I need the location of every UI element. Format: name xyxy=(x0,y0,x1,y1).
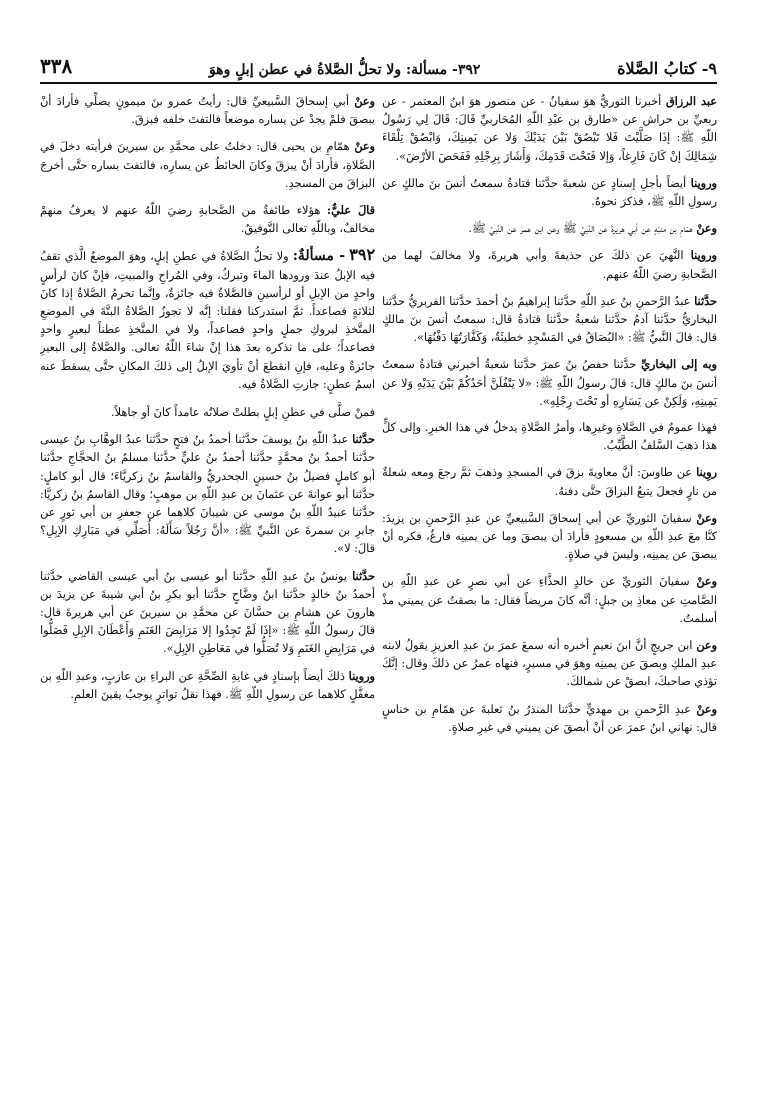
paragraph-text: عبدِ الرَّحمنِ بن مهديٍّ حدَّثنا المنذرُ بنُ ثعلبةَ عن همّامِ بن خناسٍ قال: نهاني ابنُ عمرَ عن أنْ أبصقَ عن يميني في غيرِ صلاةٍ. xyxy=(382,702,717,734)
running-header xyxy=(40,52,717,84)
paragraph xyxy=(40,567,375,659)
header-book-title: ٩- كتابُ الصَّلاة xyxy=(617,59,717,78)
paragraph-text: سفيانَ الثوريِّ عن خالدٍ الحذَّاءِ عن أبي نصرٍ عن عبدِ اللّهِ بن الصَّامتِ عن معاذِ بن جبلٍ: أنَّه كانَ مريضاً فقال: ما بصقتُ عن يميني مذْ أسلمتُ. xyxy=(382,575,717,625)
issue-title: مسألةٌ: xyxy=(292,248,334,265)
paragraph-text: همّامِ بن منبّهٍ عن أبي هريرةَ عن النَّبيِّ ﷺ وعن ابن عمرَ عن النَّبيِّ ﷺ. xyxy=(468,222,693,236)
paragraph-lead: حدَّثنا xyxy=(352,432,375,447)
paragraph-lead: وعنْ xyxy=(696,221,717,236)
paragraph-text: عبدُ اللّهِ بنُ يوسفَ حدَّثنا أحمدُ بنُ فتحٍ حدَّثنا عبدُ الوهَّابِ بنُ عيسى حدَّثنا أحمدُ بنُ محمَّدٍ حدَّثنا أحمدُ بنُ عليٍّ حدَّثنا مسلمُ بنُ الحجَّاجِ حدَّثنا أبو كاملٍ فضيلُ بنُ حسينٍ الجحدريُّ والقاسمُ بنُ زكريَّاءَ؛ قال أبو كاملٍ: حدَّثنا أبو عوانةَ عن عثمانَ بن عبدِ اللّهِ بن موهبٍ؛ وقال القاسمُ بنُ زكريَّا: حدَّثنا عبيدُ اللّهِ بنُ موسى عن شيبانَ كلاهما عن جعفرِ بن أبي ثورٍ عن جابرِ بن سمرةَ عن النَّبيِّ ﷺ: «أنَّ رَجُلاً سَأَلَهُ: أُصَلِّي في مَبَارِكِ الإبِلِ؟ قالَ: لا». xyxy=(40,433,375,556)
paragraph-lead: عبد الرزاق xyxy=(665,94,717,108)
paragraph xyxy=(382,636,717,692)
paragraph-lead: وعنْ xyxy=(354,94,375,108)
paragraph-text: فهذا عمومٌ في الصَّلاةِ وغيرِها، وأمرُ الصَّلاةِ يدخلُ في هذا الخبرِ. وإلى كلٍّ هذا ذهبَ السَّلفُ الطَّيِّبُ. xyxy=(382,421,717,453)
paragraph xyxy=(382,246,717,283)
paragraph xyxy=(40,667,375,704)
issue-number: ٣٩٢ xyxy=(349,245,375,265)
paragraph-lead: وعنْ xyxy=(696,574,717,589)
paragraph-text: أيضاً بأجلِ إسنادٍ عن شعبةَ حدَّثنا قتادةُ سمعتُ أنسَ بنَ مالكٍ عن رسولِ اللّهِ ﷺ، فذكرَ نحوهُ. xyxy=(382,176,717,209)
right-column xyxy=(382,92,717,1092)
paragraph xyxy=(40,404,375,422)
paragraph xyxy=(382,572,717,628)
left-column xyxy=(40,92,375,1092)
paragraph-lead: وعنْ xyxy=(696,701,717,716)
paragraph-text: هؤلاء طائفةٌ من الصَّحابةِ رضيَ اللّهُ عنهم لا يعرفُ منهمْ مخالفٌ، وباللّهِ تعالى التَّوفيقُ. xyxy=(40,204,375,236)
paragraph-lead: حدَّثنا xyxy=(352,568,375,583)
paragraph xyxy=(382,174,717,211)
paragraph xyxy=(40,92,375,129)
paragraph-text: عن طاوسَ: أنَّ معاويةَ بزقَ في المسجدِ وذهبَ ثمَّ رجعَ ومعه شعلةٌ من نارٍ فجعلَ يتبعُ البزاقَ حتَّى دفنهُ. xyxy=(382,466,717,498)
paragraph-text: أخبرنا الثوريُّ هوَ سفيانُ - عن منصور هوَ ابنُ المعتمر - عن ربعيِّ بن حراش عن «طارق بن عبْدِ اللّهِ المُحَاربيِّ قَالَ: قَالَ لِي رَسُولُ اللّهِ ﷺ: إذَا صَلَّيْتَ فَلا تَبْصُقْ بَيْنَ يَدَيْكَ وَلا عن يَمِينِكَ، وَابْصُقْ تِلْقَاءَ شِمَالِكَ إنْ كَانَ فَارِغاً، وَإلا فَتَحْتَ قَدَمِكَ، وَأَشَارَ بِرِجْلِهِ فَفَحَصَ الأرْضَ». xyxy=(382,95,717,163)
paragraph-text: سفيانَ الثوريِّ عن أبي إسحاقَ السَّبيعيِّ عن عبدِ الرَّحمنِ بن يزيدَ: كنَّا معَ عبدِ اللّهِ بن مسعودٍ فأرادَ أن يبصقَ وما عن يمينِه فارغٌ، فكره أنْ يبصقَ عن يمينِه، وليسَ في صلاةٍ. xyxy=(382,511,717,562)
issue-text: ولا تحلُّ الصَّلاةُ في عطنِ إبلٍ، وهوَ الموضعُ الَّذي تقفُ فيه الإبلُ عندَ ورودها الماءَ وتبركُ، وفي المُراحِ والمبيتِ، فإنْ كانَ لرأسٍ واحدٍ من الإبلِ أو لرأسينِ فالصَّلاةُ فيه جائزةٌ، وإنَّما تحرمُ الصَّلاةُ إذا كانَ لثلاثةٍ فصاعداً. ثمَّ استدركنا فقلنا: إنَّه لا تجوزُ الصَّلاةُ البتَّةَ في الموضعِ المتَّخذِ لبروكِ جملٍ واحدٍ فصاعداً، ولا في المتَّخذِ عطناً لبعيرٍ واحدٍ فصاعداً؛ على ما نذكره بعدَ هذا إنْ شاءَ اللّهُ تعالى. والصَّلاةُ إلى البعيرِ جائزةٌ وعليه، فإنِ انقطعَ أنْ تأويَ الإبلُ إلى ذلكَ المكانِ حتَّى يسقطَ عنه اسمُ عطنٍ: جازتِ الصَّلاةُ فيه. xyxy=(40,250,375,391)
paragraph xyxy=(382,463,717,500)
paragraph-text: يونسُ بنُ عبدِ اللّهِ حدَّثنا أبو عيسى بنُ أبي عيسى القاضي حدَّثنا أحمدُ بنُ خالدٍ حدَّثنا ابنُ وضَّاحٍ حدَّثنا أبو بكرِ بنُ أبي شيبةَ عن يزيدَ بن هارونَ عن هشامِ بن حسَّانَ عن محمَّدِ بن سيرينَ عن أبي هريرةَ قال: قالَ رسولُ اللّهِ ﷺ: «إذَا لَمْ تَجِدُوا إلا مَرَابِضَ الغَنَمِ وَأَعْطَانَ الإبِلِ فَصَلُّوا في مَرَابِضِ الغَنَمِ وَلا تُصَلُّوا في مَعَاطِنِ الإبِلِ». xyxy=(40,569,375,656)
paragraph-text: أبي إسحاقَ السَّبيعيِّ قال: رأيتُ عمرو بنَ ميمونٍ يصلِّي فأرادَ أنْ يبصقَ فلمْ يجدْ عن يساره موضعاً فالتفتَ خلفه فبزقَ. xyxy=(40,95,375,127)
page-number: ٣٣٨ xyxy=(40,54,73,78)
paragraph-text: النَّهيَ عن ذلكَ عن حذيفةَ وأبي هريرةَ، ولا مخالفَ لهما من الصَّحابةِ رضيَ اللّهُ عنهم. xyxy=(382,249,717,281)
paragraph-lead: روِينا xyxy=(696,465,717,480)
paragraph-lead: وعن xyxy=(696,638,717,653)
paragraph-text: همّامِ بن يحيى قال: دخلتُ على محمَّدِ بن سيرينَ فرأيته دخلَ في الصَّلاةِ، فأرادَ أنْ يبزقَ وكانَ الحائطُ عن يسارِه، فالتفتَ بساره حتَّى أخرجَ البزاقَ من المسجدِ. xyxy=(40,140,375,190)
paragraph-text: ابن جريجٍ أنَّ ابنَ نعيمٍ أخبره أنه سمعَ عمرَ بنَ عبدِ العزيزِ يقولُ لابنه عبدِ الملكِ وبصقَ عن يمينِه وهوَ في مسيرٍ، فنهاه عمرُ عن ذلكَ وقال: إنَّكَ تؤذي صاحبكَ، ابصقْ عن شمالكَ. xyxy=(382,639,717,689)
paragraph xyxy=(40,137,375,193)
paragraph xyxy=(382,292,717,348)
paragraph-lead: وروينا xyxy=(690,175,717,190)
header-section-title: ٣٩٢- مسألة: ولا تحلُّ الصَّلاةُ في عطن إبلٍ وهوَ xyxy=(208,62,481,78)
paragraph xyxy=(382,355,717,411)
paragraph xyxy=(382,219,717,238)
paragraph-text: ذلكَ أيضاً بإسنادٍ في غايةِ الصِّحَّةِ عن البراءِ بن عازبٍ، وعبدِ اللّهِ بن مغفَّلٍ كلاهما عن رسولِ اللّهِ ﷺ. فهذا نقلُ تواترٍ يوجبُ يقينَ العلمِ. xyxy=(40,669,375,701)
paragraph-text: عبدُ الرَّحمنِ بنُ عبدِ اللّهِ حدَّثنا إبراهيمُ بنُ أحمدَ حدَّثنا الفربريُّ حدَّثنا البخاريُّ حدَّثنا آدمُ حدَّثنا شعبةُ حدَّثنا قتادةُ قال: سمعتُ أنسَ بنَ مالكٍ قال: قالَ النَّبيُّ ﷺ: «البُصَاقُ في المَسْجِدِ خطيئَةٌ، وَكَفَّارَتُهَا دَفْنُهَا». xyxy=(382,294,717,345)
paragraph-text: حدَّثنا حفصُ بنُ عمرَ حدَّثنا شعبةُ أخبرني قتادةُ سمعتُ أنسَ بنَ مالكٍ قال: قالَ رسولُ اللّهِ ﷺ: «لا يَتْفُلَنَّ أحَدُكُمْ بَيْنَ يَدَيْهِ وَلا عن يَمِينِهِ، وَلَكِنْ عن يَسَارِهِ أو تَحْتَ رِجْلِهِ». xyxy=(382,358,717,408)
paragraph xyxy=(40,430,375,558)
paragraph xyxy=(382,92,717,166)
text-columns xyxy=(40,92,717,1092)
paragraph-lead: وروينا xyxy=(690,248,717,263)
issue-392: ٣٩٢ - مسألةٌ: ولا تحلُّ الصَّلاةُ في عطنِ إبلٍ، وهوَ الموضعُ الَّذي تقفُ فيه الإبلُ عندَ ورودها الماءَ وتبركُ، وفي المُراحِ والمبيتِ، فإنْ كانَ لرأسٍ واحدٍ من الإبلِ أو لرأسينِ فالصَّلاةُ فيه جائزةٌ، وإنَّما تحرمُ الصَّلاةُ إذا كانَ لثلاثةٍ فصاعداً. ثمَّ استدركنا فقلنا: إنَّه لا تجوزُ الصَّلاةُ البتَّةَ في الموضعِ المتَّخذِ لبروكِ جملٍ واحدٍ فصاعداً، ولا في المتَّخذِ عطناً لبعيرٍ واحدٍ فصاعداً؛ على ما نذكره بعدَ هذا إنْ شاءَ اللّهُ تعالى. والصَّلاةُ إلى البعيرِ جائزةٌ وعليه، فإنِ انقطعَ أنْ تأويَ الإبلُ إلى ذلكَ المكانِ حتَّى يسقطَ عنه اسمُ عطنٍ: جازتِ الصَّلاةُ فيه. xyxy=(40,245,375,391)
paragraph-text: فمنْ صلَّى في عطنِ إبلٍ بطلتْ صلاتُه عامداً كانَ أو جاهلاً. xyxy=(111,406,375,420)
paragraph-lead: وروينا xyxy=(348,668,375,683)
paragraph xyxy=(382,700,717,737)
paragraph-lead: قالَ عليٌّ: xyxy=(326,203,375,218)
paragraph-lead: حدَّثنا xyxy=(694,293,717,308)
paragraph-lead: وعنْ xyxy=(696,510,717,525)
paragraph-lead: وعنْ xyxy=(354,139,375,154)
paragraph xyxy=(382,419,717,455)
left-column-top xyxy=(40,92,375,238)
paragraph-lead: وبه إلى البخاريِّ xyxy=(641,357,717,372)
paragraph xyxy=(40,201,375,238)
paragraph xyxy=(382,509,717,565)
left-column-bottom xyxy=(40,404,375,704)
